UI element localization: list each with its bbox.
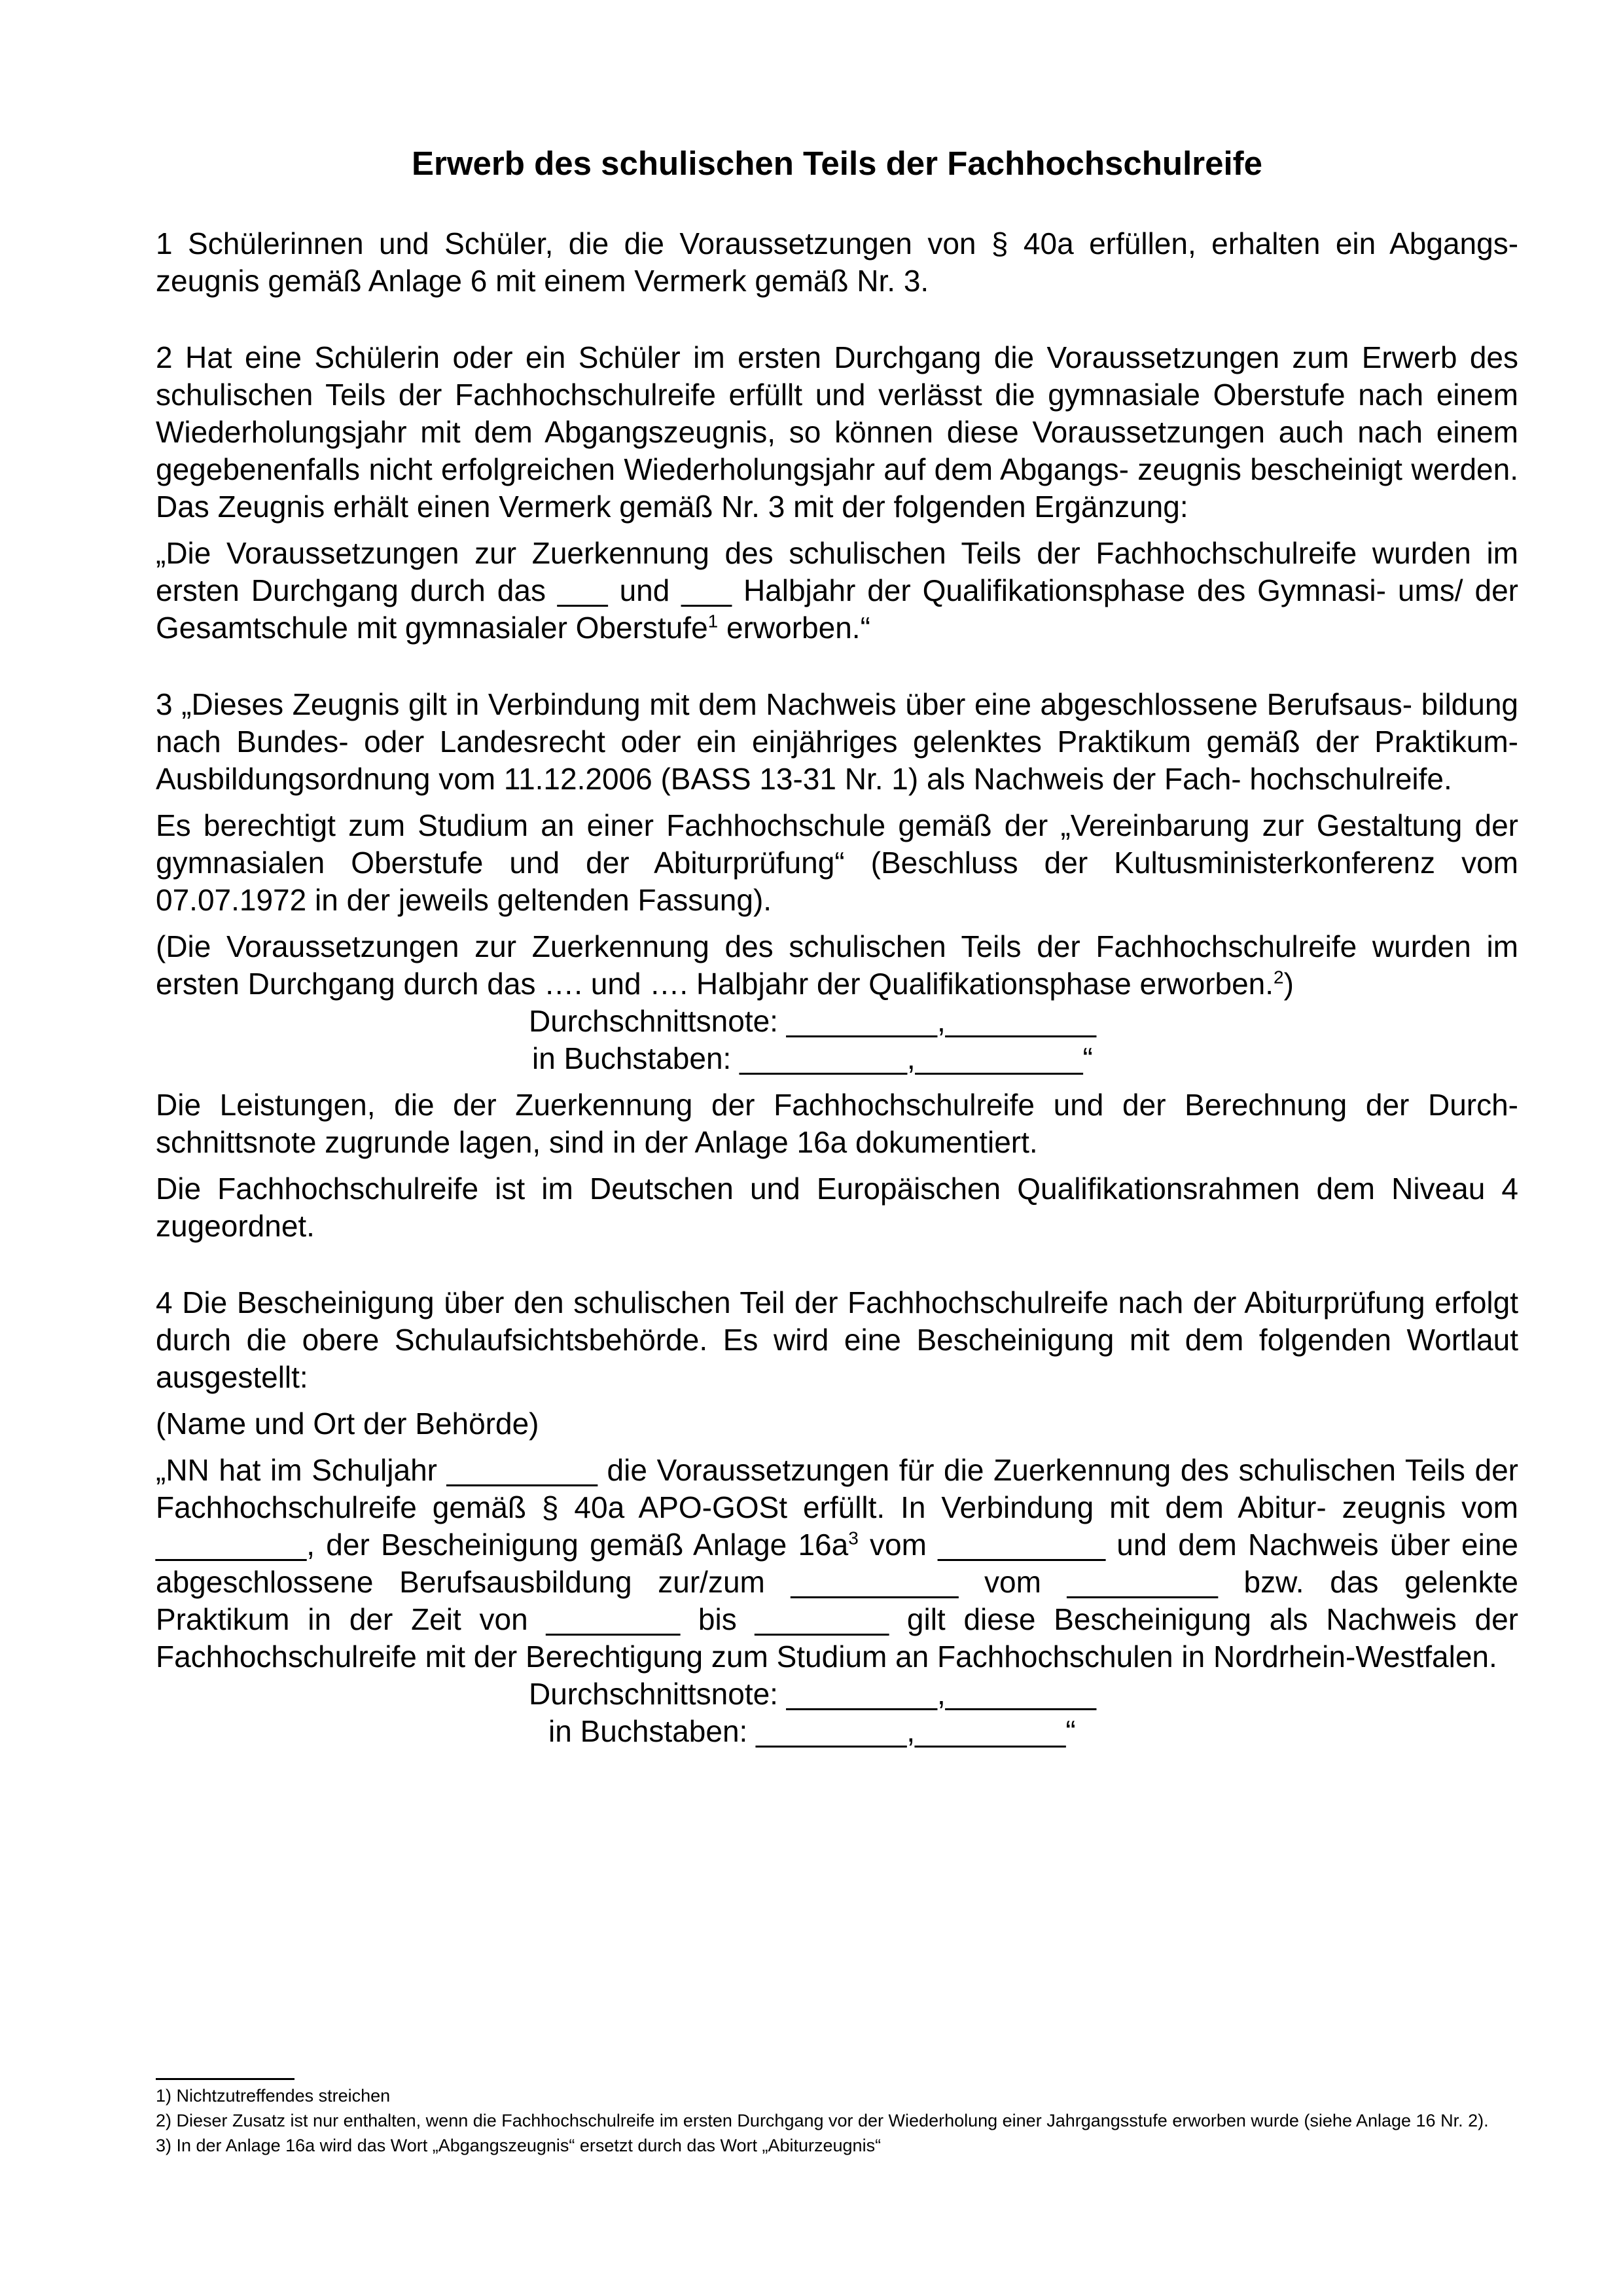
- section-3-text-1: „Dieses Zeugnis gilt in Verbindung mit dem Nachweis über eine abgeschlossene Berufsaus- bildung nach Bundes- oder Landesrecht oder ein einjähriges gelenktes Praktikum gemäß der Praktikum-Ausbildungsordnung vom 11.12.2006 (BASS 13-31 Nr. 1) als Nachweis der Fach- hochschulreife.: [156, 687, 1519, 796]
- section-4-quote-text: „NN hat im Schuljahr _________ die Voraussetzungen für die Zuerkennung des schulischen Teils der Fachhochschulreife gemäß § 40a APO-GOSt erfüllt. In Verbindung mit dem Abitur- zeugnis vom _________, der Bescheinigung gemäß Anlage 16a: [156, 1453, 1518, 1562]
- section-1-number: 1: [156, 226, 173, 260]
- section-2-quote: [156, 535, 1518, 647]
- section-2-quote-end: erworben.“: [718, 611, 870, 645]
- section-4-grade-line: Durchschnittsnote: _________,_________: [529, 1677, 1097, 1711]
- section-4-quote: [156, 1452, 1518, 1676]
- section-3-grade-line: Durchschnittsnote: _________,_________: [529, 1004, 1097, 1038]
- section-3-paragraph-4: Die Leistungen, die der Zuerkennung der Fachhochschulreife und der Berechnung der Durch- schnittsnote zugrunde lagen, sind in der Anlage 16a dokumentiert.: [156, 1088, 1518, 1159]
- section-3-paragraph-5: Die Fachhochschulreife ist im Deutschen und Europäischen Qualifikationsrahmen dem Niveau 4 zugeordnet.: [156, 1172, 1518, 1243]
- footnote-3: 3) In der Anlage 16a wird das Wort „Abgangszeugnis“ ersetzt durch das Wort „Abiturzeugnis“: [156, 2136, 882, 2155]
- footnote-2: 2) Dieser Zusatz ist nur enthalten, wenn die Fachhochschulreife im ersten Durchgang vor der Wiederholung einer Jahrgangsstufe erworben wurde (siehe Anlage 16 Nr. 2).: [156, 2111, 1489, 2130]
- section-3-text-3: (Die Voraussetzungen zur Zuerkennung des schulischen Teils der Fachhochschulreife wurden im ersten Durchgang durch das …. und …. Halbjahr der Qualifikationsphase erworben.: [156, 929, 1518, 1001]
- footnote-1: 1) Nichtzutreffendes streichen: [156, 2086, 391, 2106]
- section-3-number: 3: [156, 687, 173, 721]
- section-1-paragraph: [156, 225, 1518, 300]
- section-2-number: 2: [156, 340, 173, 374]
- section-3-words-line: in Buchstaben: __________,__________“: [532, 1041, 1093, 1075]
- footnote-ref-3: 3: [848, 1528, 859, 1549]
- section-4-number: 4: [156, 1285, 173, 1319]
- section-4-text: Die Bescheinigung über den schulischen Teil der Fachhochschulreife nach der Abiturprüfung erfolgt durch die obere Schulaufsichtsbehörde. Es wird eine Bescheinigung mit dem folgenden Wortlaut ausgestellt:: [156, 1285, 1519, 1394]
- section-4-paragraph: [156, 1284, 1518, 1396]
- section-2-paragraph: [156, 339, 1518, 526]
- section-4-words-line: in Buchstaben: _________,_________“: [548, 1714, 1076, 1748]
- section-4-authority: (Name und Ort der Behörde): [156, 1407, 539, 1441]
- page-title: Erwerb des schulischen Teils der Fachhochschulreife: [412, 145, 1262, 182]
- footnote-ref-1: 1: [707, 611, 719, 632]
- section-4-quote-end: vom __________ und dem Nachweis über eine abgeschlossene Berufsausbildung zur/zum __________ vom _________ bzw. das gelenkte Praktikum in der Zeit von ________ bis ________ gilt diese Bescheinigung als Nachweis der Fachhochschulreife mit der Berechtigung zum Studium an Fachhochschulen in Nordrhein-Westfalen.: [156, 1528, 1518, 1674]
- section-1-text: Schülerinnen und Schüler, die die Voraussetzungen von § 40a erfüllen, erhalten ein Abgangs- zeugnis gemäß Anlage 6 mit einem Vermerk gemäß Nr. 3.: [156, 226, 1519, 298]
- footnotes: [156, 2085, 1518, 2156]
- section-3-paragraph-2: Es berechtigt zum Studium an einer Fachhochschule gemäß der „Vereinbarung zur Gestaltung der gymnasialen Oberstufe und der Abiturprüfung“ (Beschluss der Kultusministerkonferenz vom 07.07.1972 in der jeweils geltenden Fassung).: [156, 808, 1518, 917]
- section-2-text: Hat eine Schülerin oder ein Schüler im ersten Durchgang die Voraussetzungen zum Erwerb des schulischen Teils der Fachhochschulreife erfüllt und verlässt die gymnasiale Oberstufe nach einem Wiederholungsjahr mit dem Abgangszeugnis, so können diese Voraussetzungen auch nach einem gegebenenfalls nicht erfolgreichen Wiederholungsjahr auf dem Abgangs- zeugnis bescheinigt werden. Das Zeugnis erhält einen Vermerk gemäß Nr. 3 mit der folgenden Ergänzung:: [156, 340, 1518, 524]
- document-page: [156, 144, 1518, 1750]
- section-3-paragraph-3: [156, 928, 1518, 1003]
- section-3-paragraph-1: [156, 686, 1518, 798]
- section-3-text-3-end: ): [1283, 967, 1294, 1001]
- footnote-ref-2: 2: [1274, 967, 1284, 988]
- footnote-separator: [156, 2078, 294, 2080]
- section-2-quote-text: „Die Voraussetzungen zur Zuerkennung des schulischen Teils der Fachhochschulreife wurden im ersten Durchgang durch das ___ und ___ Halbjahr der Qualifikationsphase des Gymnasi- ums/ der Gesamtschule mit gymnasialer Oberstufe: [156, 536, 1518, 645]
